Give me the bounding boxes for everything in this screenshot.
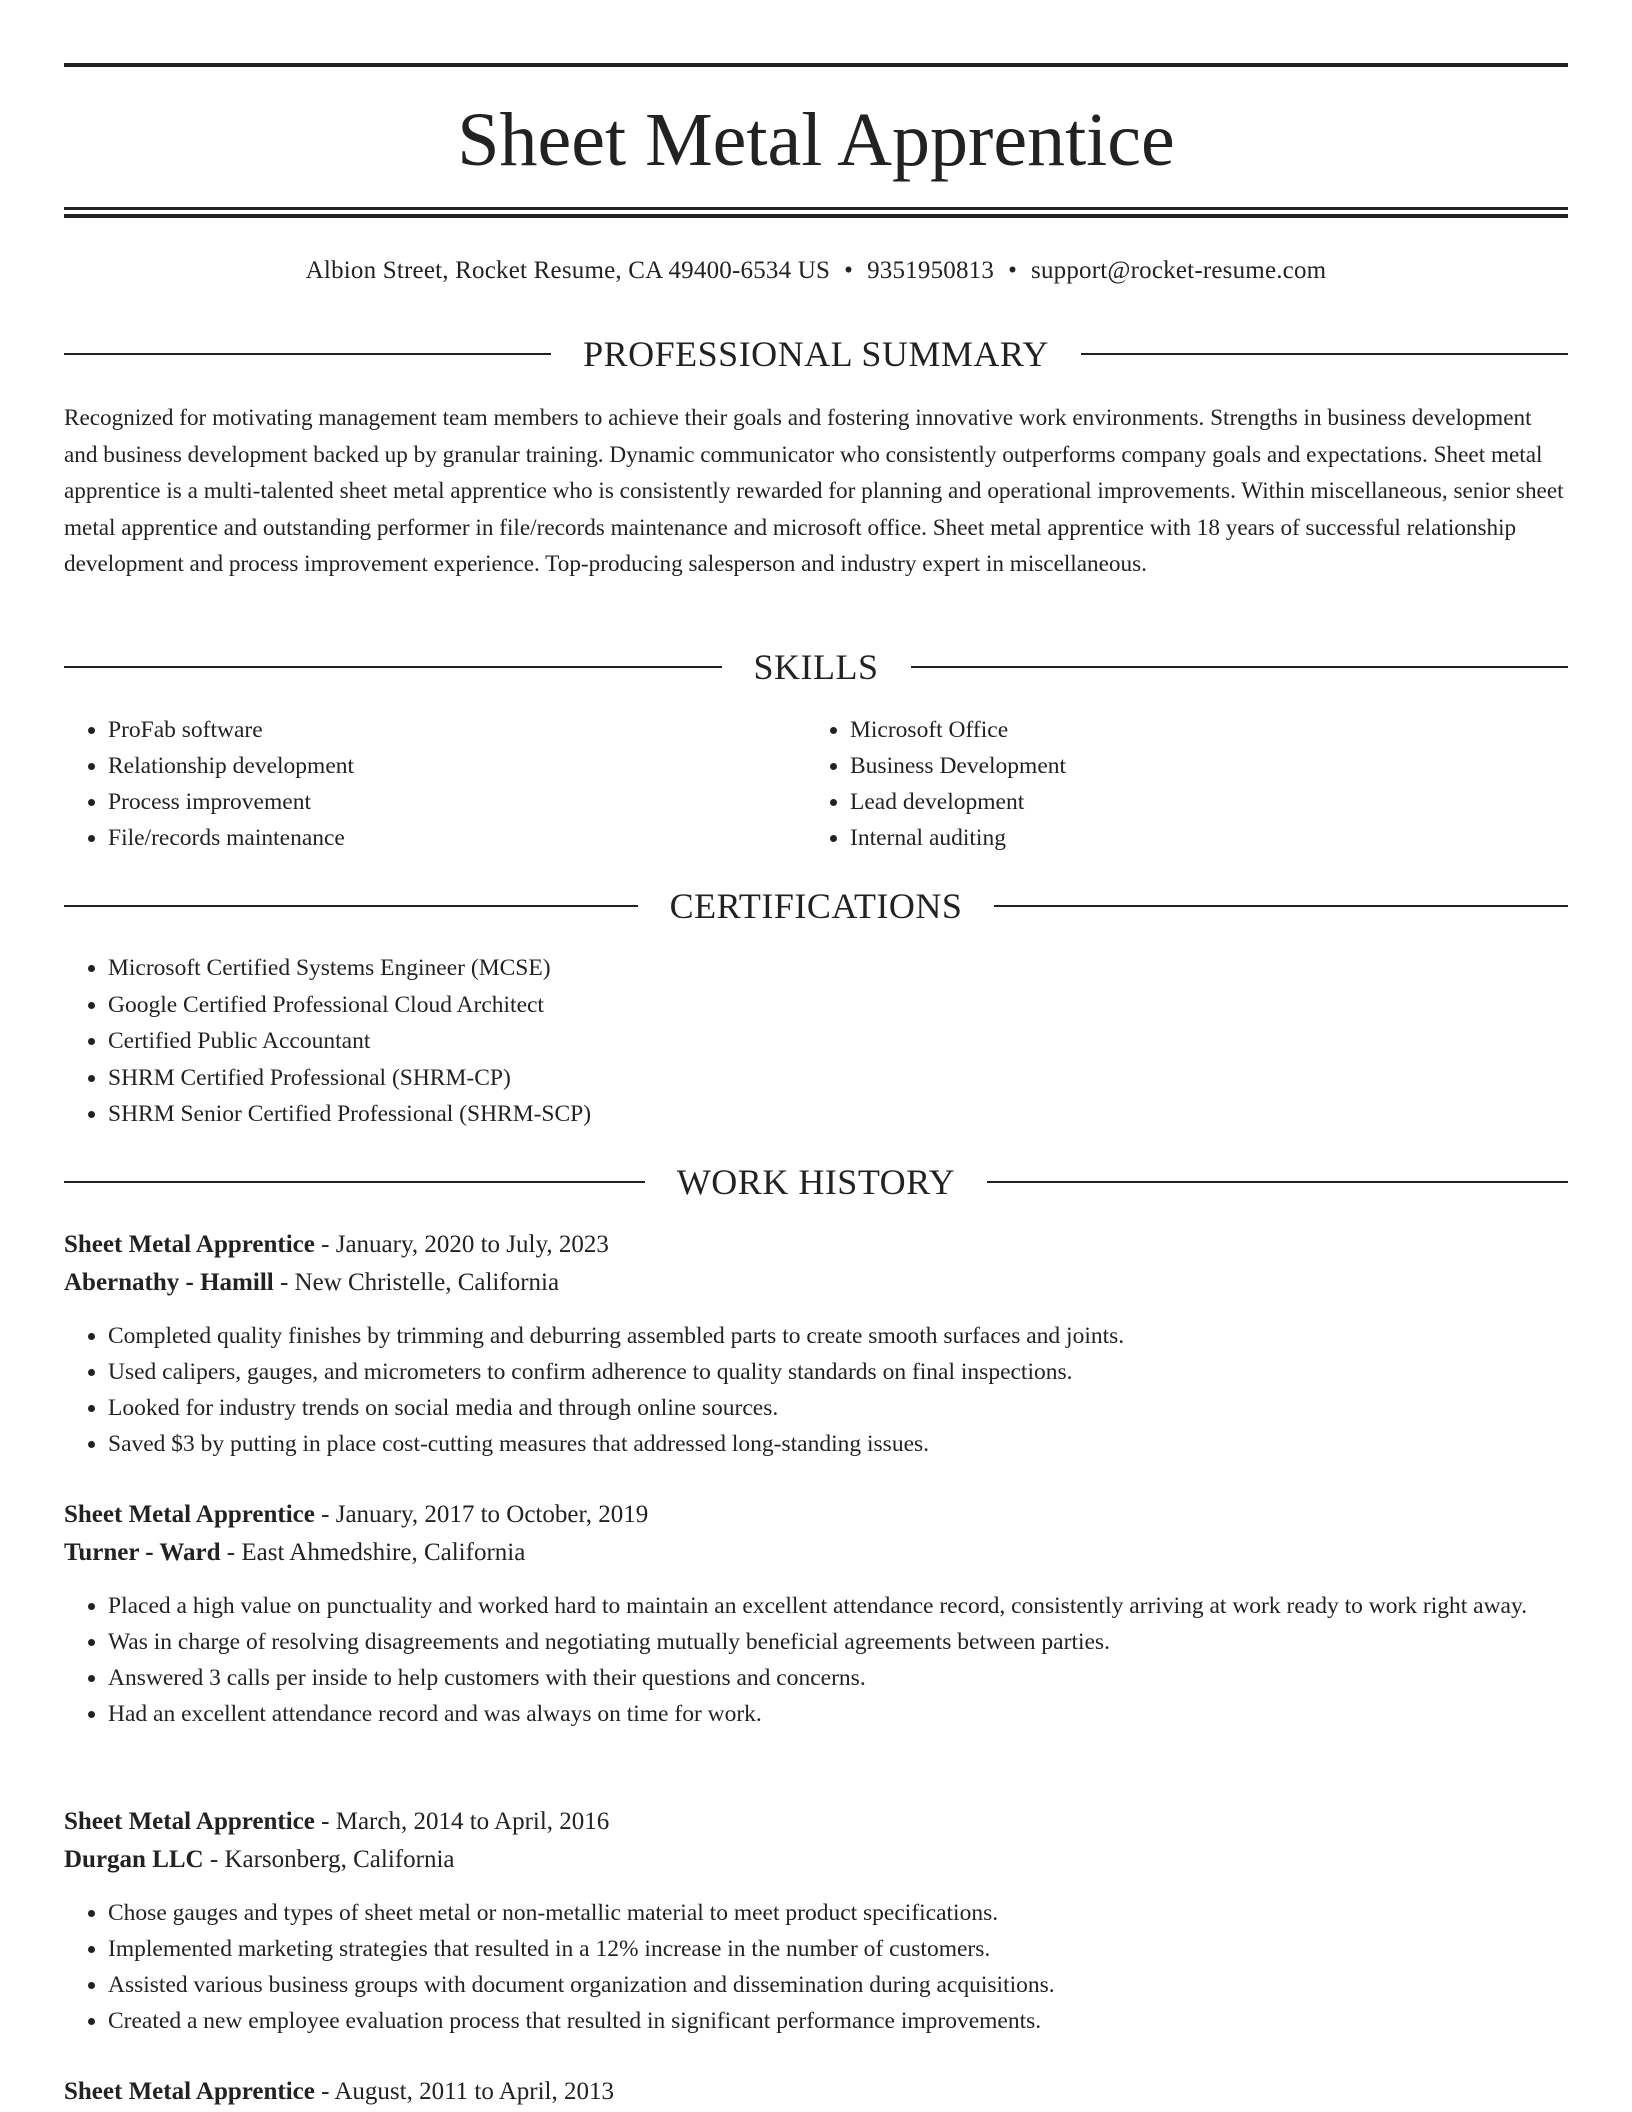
job-entry — [64, 1803, 1568, 2039]
job-bullet: • Used calipers, gauges, and micrometers to confirm adherence to quality standards on final inspections. — [108, 1354, 1568, 1390]
job-title-line — [64, 1496, 1568, 1534]
certification-item: • Certified Public Accountant — [108, 1023, 1568, 1060]
job-dates: - August, 2011 to April, 2013 — [314, 2078, 614, 2105]
section-title: PROFESSIONAL SUMMARY — [583, 334, 1049, 374]
job-company: Abernathy - Hamill — [64, 1269, 274, 1296]
job-bullet: • Completed quality finishes by trimming and deburring assembled parts to create smooth surfaces and joints. — [108, 1318, 1568, 1354]
job-title: Sheet Metal Apprentice — [64, 1501, 315, 1528]
job-title-line — [64, 2073, 1568, 2111]
certifications-list — [64, 950, 1568, 1133]
skill-item: • Microsoft Office — [850, 712, 1548, 748]
section-title: WORK HISTORY — [676, 1162, 956, 1202]
skills-list — [64, 712, 1568, 856]
section-heading-summary — [64, 332, 1568, 376]
job-location: - New Christelle, California — [273, 1269, 560, 1296]
job-title: Sheet Metal Apprentice — [64, 1808, 315, 1835]
skill-item: • Lead development — [850, 784, 1548, 820]
certification-item: • SHRM Senior Certified Professional (SHRM-SCP) — [108, 1096, 1568, 1133]
job-bullets — [64, 1318, 1568, 1462]
job-bullet: • Saved $3 by putting in place cost-cutting measures that addressed long-standing issues. — [108, 1426, 1568, 1462]
heading-rule — [911, 666, 1569, 668]
header-double-rule-upper — [64, 207, 1568, 210]
job-bullet: • Implemented marketing strategies that resulted in a 12% increase in the number of customers. — [108, 1931, 1568, 1967]
section-heading-work-history — [64, 1160, 1568, 1204]
heading-rule — [64, 666, 722, 668]
skills-column-right — [806, 712, 1548, 856]
certification-item: • SHRM Certified Professional (SHRM-CP) — [108, 1060, 1568, 1097]
skill-item: • Internal auditing — [850, 820, 1548, 856]
contact-line — [64, 253, 1568, 289]
job-company: Turner - Ward — [64, 1539, 221, 1566]
section-title: CERTIFICATIONS — [669, 886, 963, 926]
contact-separator: • — [1008, 257, 1018, 284]
job-bullets — [64, 1895, 1568, 2039]
job-bullet: • Created a new employee evaluation process that resulted in significant performance improvements. — [108, 2003, 1568, 2039]
job-title: Sheet Metal Apprentice — [64, 2078, 315, 2105]
job-bullet: • Was in charge of resolving disagreements and negotiating mutually beneficial agreements between parties. — [108, 1624, 1568, 1660]
section-heading-certifications — [64, 884, 1568, 928]
certification-item: • Microsoft Certified Systems Engineer (MCSE) — [108, 950, 1568, 987]
section-title: SKILLS — [753, 647, 879, 687]
summary-text: Recognized for motivating management team members to achieve their goals and fostering innovative work environments. Strengths in business development and business development backed up by granular training. Dynamic communicator who consistently outperforms company goals and expectations. Sheet metal apprentice is a multi-talented sheet metal apprentice who is consistently rewarded for planning and operational improvements. Within miscellaneous, senior sheet metal apprentice and outstanding performer in file/records maintenance and microsoft office. Sheet metal apprentice with 18 years of successful relationship development and process improvement experience. Top-producing salesperson and industry expert in miscellaneous. — [64, 405, 1564, 577]
job-title-line — [64, 1226, 1568, 1264]
job-entry — [64, 1226, 1568, 1462]
section-heading-skills — [64, 645, 1568, 689]
job-bullet: • Chose gauges and types of sheet metal or non-metallic material to meet product specifications. — [108, 1895, 1568, 1931]
job-company-line — [64, 1534, 1568, 1572]
heading-rule — [994, 905, 1568, 907]
job-company-line — [64, 1264, 1568, 1302]
job-dates: - January, 2017 to October, 2019 — [314, 1501, 649, 1528]
job-location: - Karsonberg, California — [203, 1846, 455, 1873]
contact-phone: 9351950813 — [867, 257, 995, 284]
job-dates: - March, 2014 to April, 2016 — [314, 1808, 610, 1835]
skill-item: • File/records maintenance — [108, 820, 806, 856]
job-company-line — [64, 1841, 1568, 1879]
skills-column-left — [64, 712, 806, 856]
heading-rule — [987, 1181, 1568, 1183]
skill-item: • Process improvement — [108, 784, 806, 820]
heading-rule — [64, 1181, 645, 1183]
certification-item: • Google Certified Professional Cloud Architect — [108, 987, 1568, 1024]
job-bullet: • Had an excellent attendance record and was always on time for work. — [108, 1696, 1568, 1732]
job-bullet: • Placed a high value on punctuality and worked hard to maintain an excellent attendance record, consistently arriving at work ready to work right away. — [108, 1588, 1568, 1624]
skill-item: • Relationship development — [108, 748, 806, 784]
job-bullet: • Looked for industry trends on social media and through online sources. — [108, 1390, 1568, 1426]
job-bullets — [64, 1588, 1568, 1732]
job-entry — [64, 1496, 1568, 1732]
heading-rule — [64, 353, 551, 355]
contact-address: Albion Street, Rocket Resume, CA 49400-6534 US — [305, 257, 831, 284]
contact-separator: • — [844, 257, 854, 284]
job-bullet: • Answered 3 calls per inside to help customers with their questions and concerns. — [108, 1660, 1568, 1696]
heading-rule — [1081, 353, 1568, 355]
job-title-line — [64, 1803, 1568, 1841]
resume-name: Sheet Metal Apprentice — [457, 98, 1175, 182]
job-dates: - January, 2020 to July, 2023 — [314, 1231, 609, 1258]
heading-rule — [64, 905, 638, 907]
job-bullet: • Assisted various business groups with document organization and dissemination during acquisitions. — [108, 1967, 1568, 2003]
contact-email: support@rocket-resume.com — [1031, 257, 1327, 284]
top-rule — [64, 63, 1568, 67]
skill-item: • Business Development — [850, 748, 1548, 784]
job-location: - East Ahmedshire, California — [220, 1539, 526, 1566]
skill-item: • ProFab software — [108, 712, 806, 748]
job-entry — [64, 2073, 1568, 2111]
header-double-rule-lower — [64, 214, 1568, 218]
job-title: Sheet Metal Apprentice — [64, 1231, 315, 1258]
job-company: Durgan LLC — [64, 1846, 204, 1873]
